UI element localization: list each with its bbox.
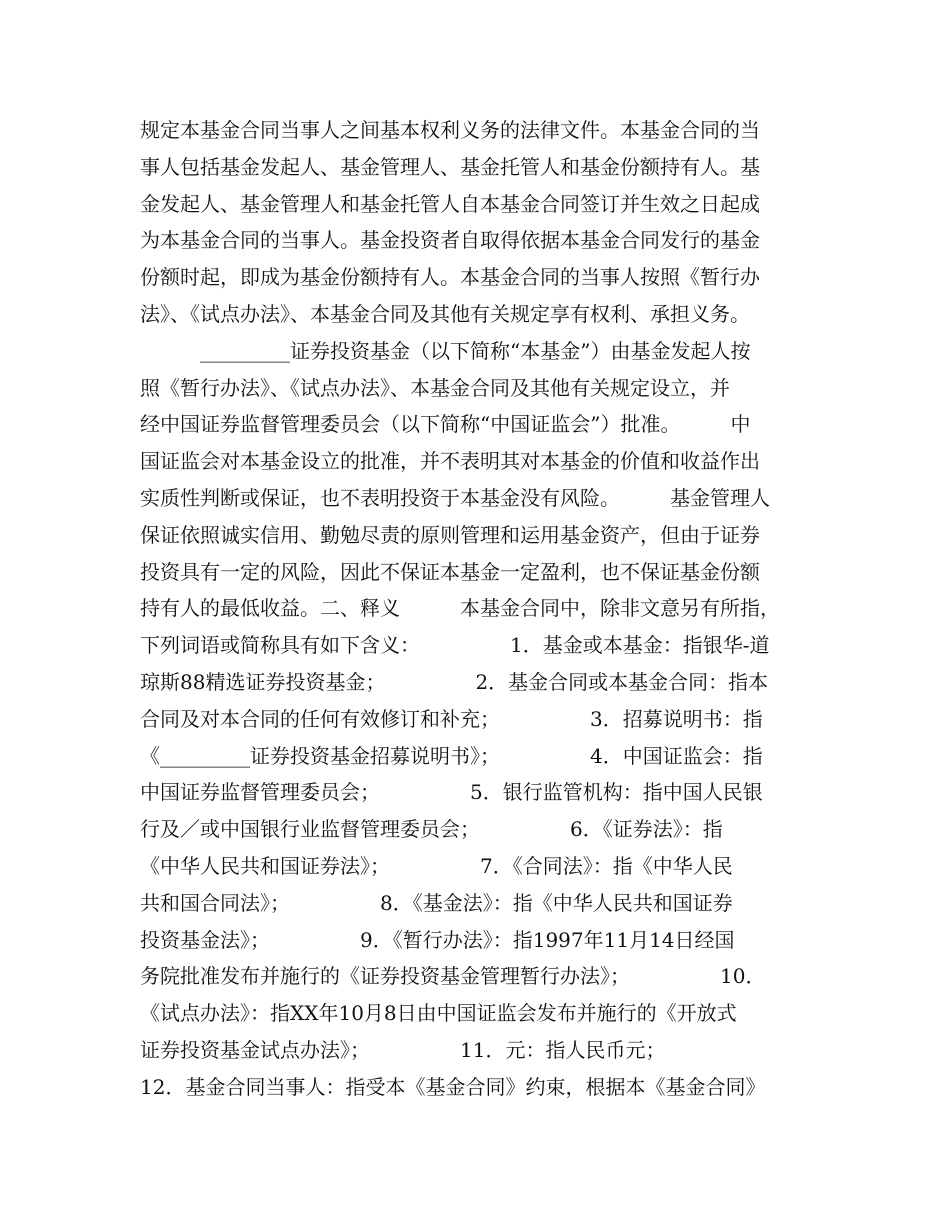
text-line: 规定本基金合同当事人之间基本权利义务的法律文件。本基金合同的当 <box>140 118 760 142</box>
text-line: 照《暂行办法》、《试点办法》、本基金合同及其他有关规定设立，并 <box>140 375 730 400</box>
text-line: 共和国合同法》； 8．《基金法》：指《中华人民共和国证券 <box>140 890 733 915</box>
text-line: 法》、《试点办法》、本基金合同及其他有关规定享有权利、承担义务。 <box>140 301 750 326</box>
text-line: 为本基金合同的当事人。基金投资者自取得依据本基金合同发行的基金 <box>140 228 760 253</box>
text-line: 行及／或中国银行业监督管理委员会； 6．《证券法》：指 <box>140 817 723 842</box>
text-line: 投资具有一定的风险，因此不保证本基金一定盈利，也不保证基金份额 <box>140 559 760 584</box>
text-line: 下列词语或简称具有如下含义： 1．基金或本基金：指银华-道 <box>140 633 770 658</box>
text-line: 《试点办法》：指XX年10月8日由中国证监会发布并施行的《开放式 <box>140 1001 737 1026</box>
text-line: 保证依照诚实信用、勤勉尽责的原则管理和运用基金资产，但由于证券 <box>140 522 760 547</box>
text-line: 金发起人、基金管理人和基金托管人自本基金合同签订并生效之日起成 <box>140 191 760 216</box>
document-body <box>140 112 820 1106</box>
text-line: _________证券投资基金（以下简称“本基金”）由基金发起人按 <box>140 338 751 363</box>
text-line: 经中国证券监督管理委员会（以下简称“中国证监会”）批准。 中 <box>140 412 751 437</box>
text-line: 证券投资基金试点办法》； 11．元：指人民币元； <box>140 1037 666 1062</box>
text-line: 《_________证券投资基金招募说明书》； 4．中国证监会：指 <box>140 743 763 768</box>
text-line: 事人包括基金发起人、基金管理人、基金托管人和基金份额持有人。基 <box>140 154 760 179</box>
text-line: 琼斯88精选证券投资基金； 2．基金合同或本基金合同：指本 <box>140 669 769 694</box>
text-line: 实质性判断或保证，也不表明投资于本基金没有风险。 基金管理人 <box>140 485 770 510</box>
text-line: 中国证券监督管理委员会； 5．银行监管机构：指中国人民银 <box>140 780 763 805</box>
text-line: 务院批准发布并施行的《证券投资基金管理暂行办法》； 10． <box>140 964 766 989</box>
text-line: 《中华人民共和国证券法》； 7．《合同法》：指《中华人民 <box>140 853 733 878</box>
text-line: 投资基金法》； 9．《暂行办法》：指1997年11月14日经国 <box>140 927 735 952</box>
text-line: 份额时起，即成为基金份额持有人。本基金合同的当事人按照《暂行办 <box>140 265 760 290</box>
text-line: 国证监会对本基金设立的批准，并不表明其对本基金的价值和收益作出 <box>140 449 760 474</box>
text-line: 持有人的最低收益。二、释义 本基金合同中，除非文意另有所指， <box>140 596 780 621</box>
text-line: 12．基金合同当事人：指受本《基金合同》约束，根据本《基金合同》 <box>140 1074 766 1099</box>
text-line: 合同及对本合同的任何有效修订和补充； 3．招募说明书：指 <box>140 706 763 731</box>
